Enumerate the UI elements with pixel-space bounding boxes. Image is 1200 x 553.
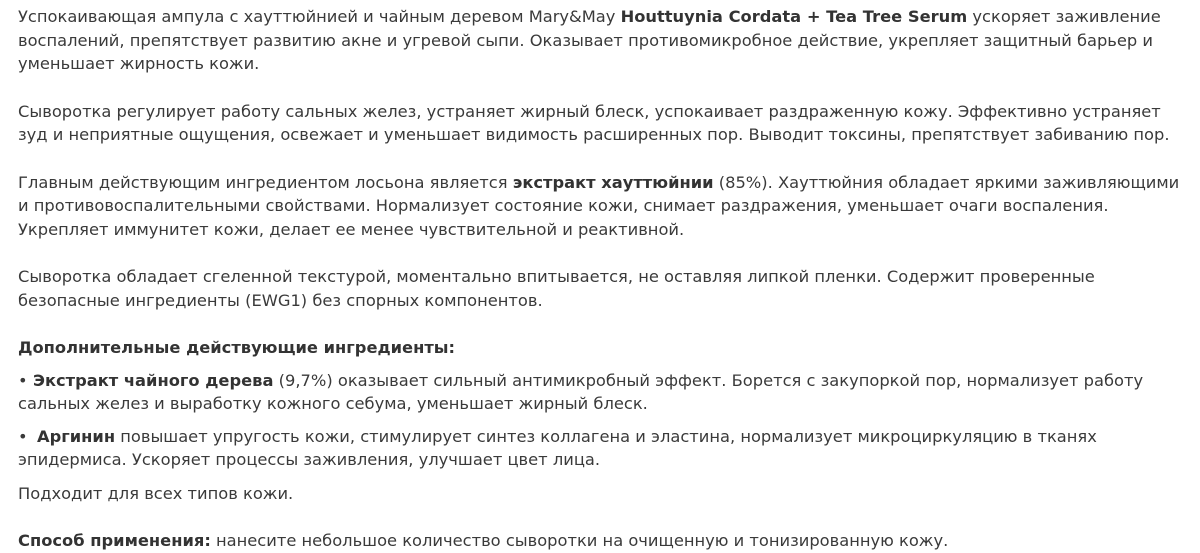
texture-paragraph: Сыворотка обладает сгеленной текстурой, моментально впитывается, не оставляя липкой пленки. Содержит проверенные безопасные ингредиенты (EWG1) без спорных компонентов. [18, 267, 1095, 310]
bullet-icon: • [18, 426, 28, 446]
effects-paragraph: Сыворотка регулирует работу сальных желез, устраняет жирный блеск, успокаивает раздраженную кожу. Эффективно устраняет зуд и неприятные ощущения, освежает и уменьшает видимость расширенных пор. Выводит токсины, препятствует забиванию пор. [18, 101, 1170, 144]
product-name: Houttuynia Cordata + Tea Tree Serum [620, 7, 968, 26]
main-ingredient-paragraph [18, 171, 1188, 242]
ingredient-list-item [18, 425, 1188, 472]
main-ingredient-name: экстракт хауттюйнии [512, 172, 714, 192]
intro-paragraph [18, 5, 1188, 76]
intro-text-start: Успокаивающая ампула с хауттюйнией и чайным деревом Mary&May [18, 7, 621, 26]
ingredient-list-item [18, 369, 1188, 416]
usage-paragraph [18, 529, 1188, 553]
ingredient-name: Аргинин [37, 426, 116, 446]
bullet-icon: • [18, 370, 28, 390]
usage-label: Способ применения: [18, 531, 211, 550]
usage-text: нанесите небольшое количество сыворотки на очищенную и тонизированную кожу. [210, 531, 949, 550]
skin-type-note: Подходит для всех типов кожи. [18, 483, 294, 503]
ingredient-description: (9,7%) оказывает сильный антимикробный эффект. Борется с закупоркой пор, нормализует работу сальных желез и выработку кожного себума, уменьшает жирный блеск. [18, 370, 1144, 413]
main-ingredient-text-end: (85%). Хауттюйния обладает яркими заживляющими и противовоспалительными свойствами. Нормализует состояние кожи, снимает раздражения, уменьшает очаги воспаления. Укрепляет иммунитет кожи, делает ее менее чувствительной и реактивной. [18, 172, 1180, 239]
ingredient-name: Экстракт чайного дерева [33, 370, 274, 390]
intro-text-end: ускоряет заживление воспалений, препятствует развитию акне и угревой сыпи. Оказывает противомикробное действие, укрепляет защитный барьер и уменьшает жирность кожи. [18, 7, 1161, 73]
additional-ingredients-heading [18, 336, 1188, 360]
additional-ingredients-heading-text: Дополнительные действующие ингредиенты: [18, 338, 456, 357]
ingredient-description: повышает упругость кожи, стимулирует синтез коллагена и эластина, нормализует микроциркуляцию в тканях эпидермиса. Ускоряет процессы заживления, улучшает цвет лица. [18, 426, 1097, 469]
main-ingredient-text-start: Главным действующим ингредиентом лосьона является [18, 172, 513, 192]
product-description [18, 5, 1188, 553]
